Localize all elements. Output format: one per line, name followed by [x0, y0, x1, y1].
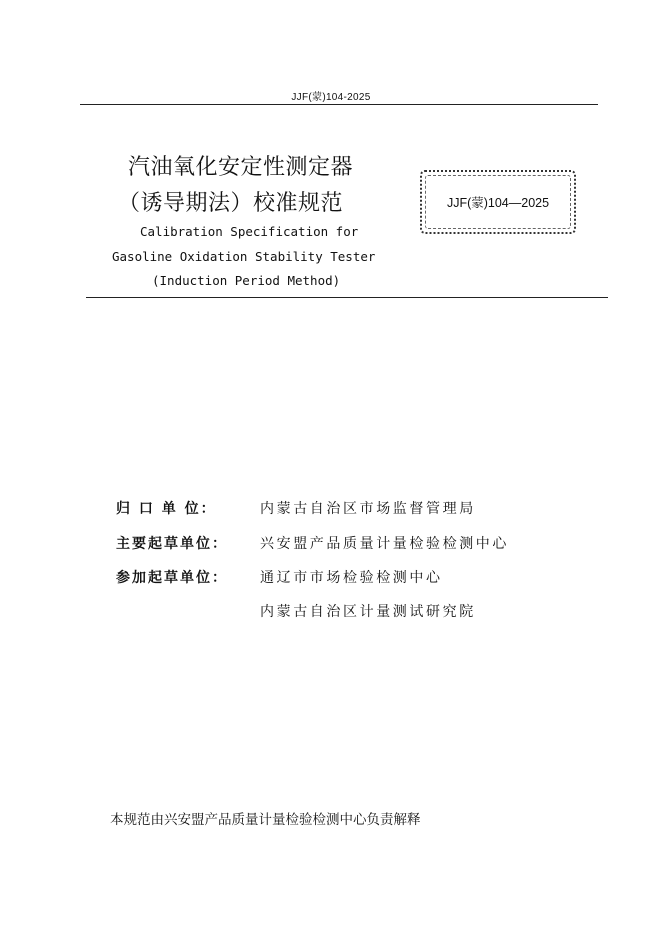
main-drafter-label: 主要起草单位：: [116, 536, 228, 552]
responsible-unit-value: 内蒙古自治区市场监督管理局: [260, 501, 476, 517]
standard-code: JJF(蒙)104—2025: [446, 196, 550, 210]
title-en-line2: Gasoline Oxidation Stability Tester: [112, 249, 376, 264]
title-cn-line2: （诱导期法）校准规范: [118, 191, 344, 216]
main-drafter-value: 兴安盟产品质量计量检验检测中心: [260, 536, 509, 552]
title-en-line1: Calibration Specification for: [140, 224, 359, 239]
header-rule: [80, 104, 598, 105]
standard-code-box: [420, 170, 576, 234]
participating-drafter-label: 参加起草单位：: [116, 570, 228, 586]
document-code-header: JJF(蒙)104-2025: [291, 92, 371, 103]
interpretation-note: 本规范由兴安盟产品质量计量检验检测中心负责解释: [110, 812, 421, 828]
participating-drafter-value-2: 内蒙古自治区计量测试研究院: [260, 604, 476, 620]
participating-drafter-value-1: 通辽市市场检验检测中心: [260, 570, 443, 586]
title-en-line3: (Induction Period Method): [152, 273, 341, 288]
title-cn-line1: 汽油氧化安定性测定器: [128, 155, 354, 180]
responsible-unit-label: 归 口 单 位：: [116, 501, 217, 517]
title-rule: [86, 297, 608, 298]
